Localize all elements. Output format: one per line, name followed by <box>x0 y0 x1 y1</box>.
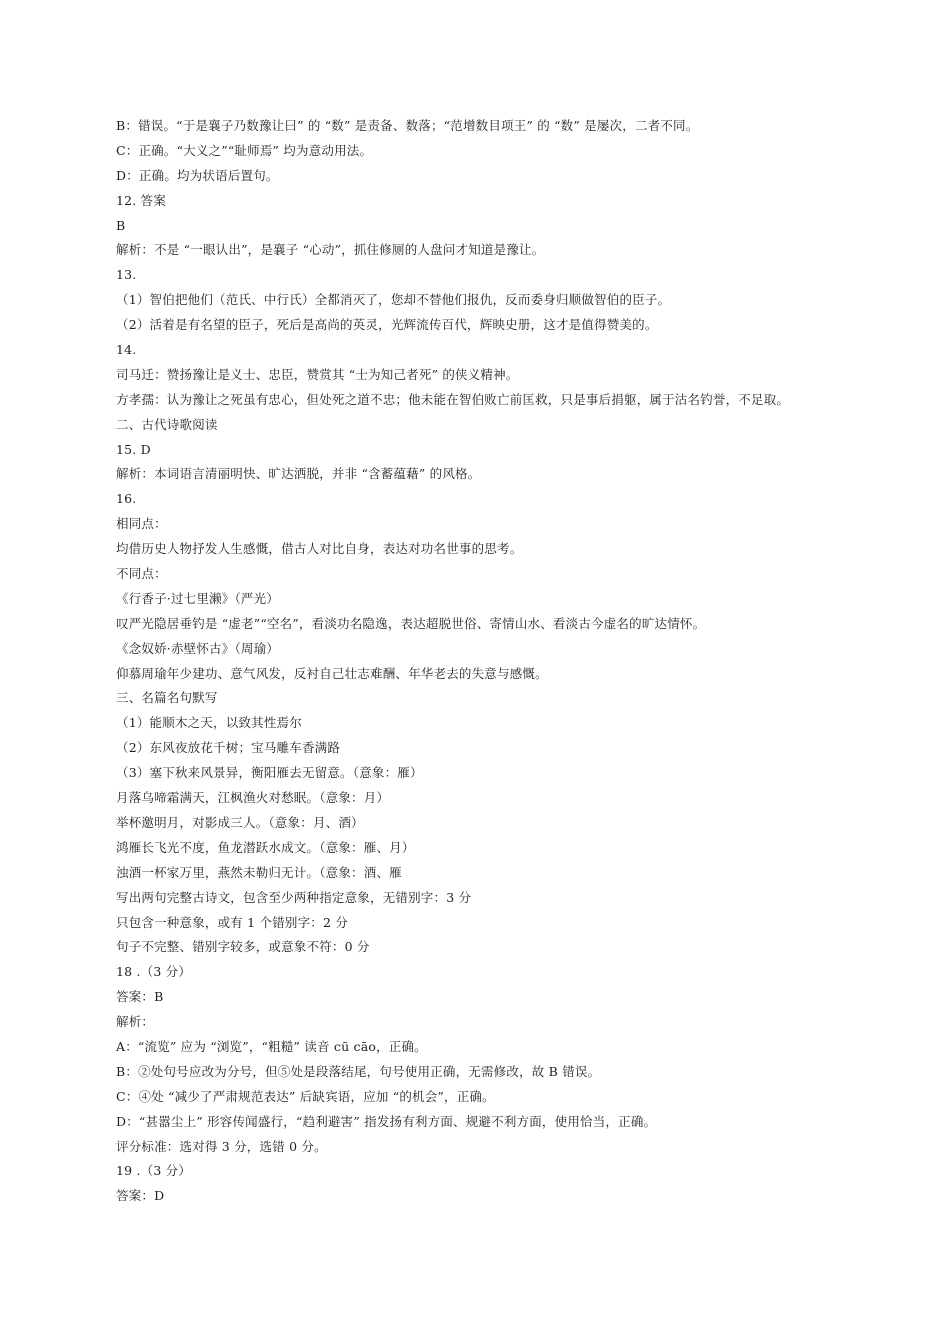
question-number: 16. <box>116 491 137 507</box>
text-line: 浊酒一杯家万里，燕然未勒归无计。（意象：酒、雁 <box>116 864 402 880</box>
text-line: （2）活着是有名望的臣子，死后是高尚的英灵，光辉流传百代，辉映史册，这才是值得赞美的。 <box>116 317 658 333</box>
text-line: 相同点： <box>116 516 167 532</box>
text-line: B <box>116 217 126 233</box>
text-line: 叹严光隐居垂钓是 “虚老”“空名”，看淡功名隐逸，表达超脱世俗、寄情山水、看淡古今虚名的旷达情怀。 <box>116 615 706 631</box>
text-line: （2）东风夜放花千树；宝马雕车香满路 <box>116 740 341 756</box>
text-line: D：“甚嚣尘上” 形容传闻盛行，“趋利避害” 指发扬有利方面、规避不利方面，使用恰当，正确。 <box>116 1113 657 1129</box>
text-line: 均借历史人物抒发人生感慨，借古人对比自身，表达对功名世事的思考。 <box>116 541 523 557</box>
text-line: 方孝孺：认为豫让之死虽有忠心，但处死之道不忠；他未能在智伯败亡前匡救，只是事后捐躯，属于沽名钓誉，不足取。 <box>116 391 790 407</box>
text-line: 句子不完整、错别字较多，或意象不符：0 分 <box>116 939 370 955</box>
text-line: D：正确。均为状语后置句。 <box>116 167 279 183</box>
text-line: 鸿雁长飞光不度，鱼龙潜跃水成文。（意象：雁、月） <box>116 839 415 855</box>
text-line: 解析： <box>116 1014 155 1030</box>
text-line: 《念奴娇·赤壁怀古》（周瑜） <box>116 640 280 656</box>
text-line: 解析：本词语言清丽明快、旷达洒脱，并非 “含蓄蕴藉” 的风格。 <box>116 466 481 482</box>
text-line: （3）塞下秋来风景异，衡阳雁去无留意。（意象：雁） <box>116 765 423 781</box>
section-heading: 二、古代诗歌阅读 <box>116 416 218 432</box>
text-line: B：错误。“于是襄子乃数豫让曰” 的 “数” 是责备、数落；“范增数目项王” 的 “数” 是屡次，二者不同。 <box>116 118 699 133</box>
text-line: 《行香子·过七里濑》（严光） <box>116 590 280 606</box>
text-line: 不同点： <box>116 566 167 582</box>
text-line: 解析：不是 “一眼认出”，是襄子 “心动”，抓住修厕的人盘问才知道是豫让。 <box>116 242 545 258</box>
text-line: 答案：B <box>116 989 164 1005</box>
question-number: 15. D <box>116 441 151 457</box>
text-line: C：正确。“大义之”“耻师焉” 均为意动用法。 <box>116 142 373 158</box>
text-line: 答案：D <box>116 1188 165 1204</box>
question-number: 12. 答案 <box>116 192 167 208</box>
text-line: B：②处句号应改为分号，但⑤处是段落结尾，句号使用正确，无需修改，故 B 错误。 <box>116 1063 601 1079</box>
text-line: 举杯邀明月，对影成三人。（意象：月、酒） <box>116 814 364 830</box>
text-line: 写出两句完整古诗文，包含至少两种指定意象，无错别字：3 分 <box>116 889 472 905</box>
text-line: 评分标准：选对得 3 分，选错 0 分。 <box>116 1138 327 1154</box>
question-number: 19 .（3 分） <box>116 1163 192 1179</box>
section-heading: 三、名篇名句默写 <box>116 690 218 706</box>
text-line: 司马迁：赞扬豫让是义士、忠臣，赞赏其 “士为知己者死” 的侠义精神。 <box>116 366 519 382</box>
text-line: 仰慕周瑜年少建功、意气风发，反衬自己壮志难酬、年华老去的失意与感慨。 <box>116 665 548 681</box>
text-line: （1）能顺木之天，以致其性焉尔 <box>116 715 302 731</box>
question-number: 13. <box>116 267 137 283</box>
text-line: C：④处 “减少了严肃规范表达” 后缺宾语，应加 “的机会”，正确。 <box>116 1088 495 1104</box>
text-line: （1）智伯把他们（范氏、中行氏）全都消灭了，您却不替他们报仇，反而委身归顺做智伯的臣子。 <box>116 292 671 308</box>
text-line: A：“流览” 应为 “浏览”，“粗糙” 读音 cū cāo，正确。 <box>116 1038 427 1054</box>
document-body <box>116 114 916 1209</box>
text-line: 只包含一种意象，或有 1 个错别字：2 分 <box>116 914 349 930</box>
text-line: 月落乌啼霜满天，江枫渔火对愁眠。（意象：月） <box>116 790 390 806</box>
question-number: 14. <box>116 342 137 358</box>
question-number: 18 .（3 分） <box>116 964 192 980</box>
